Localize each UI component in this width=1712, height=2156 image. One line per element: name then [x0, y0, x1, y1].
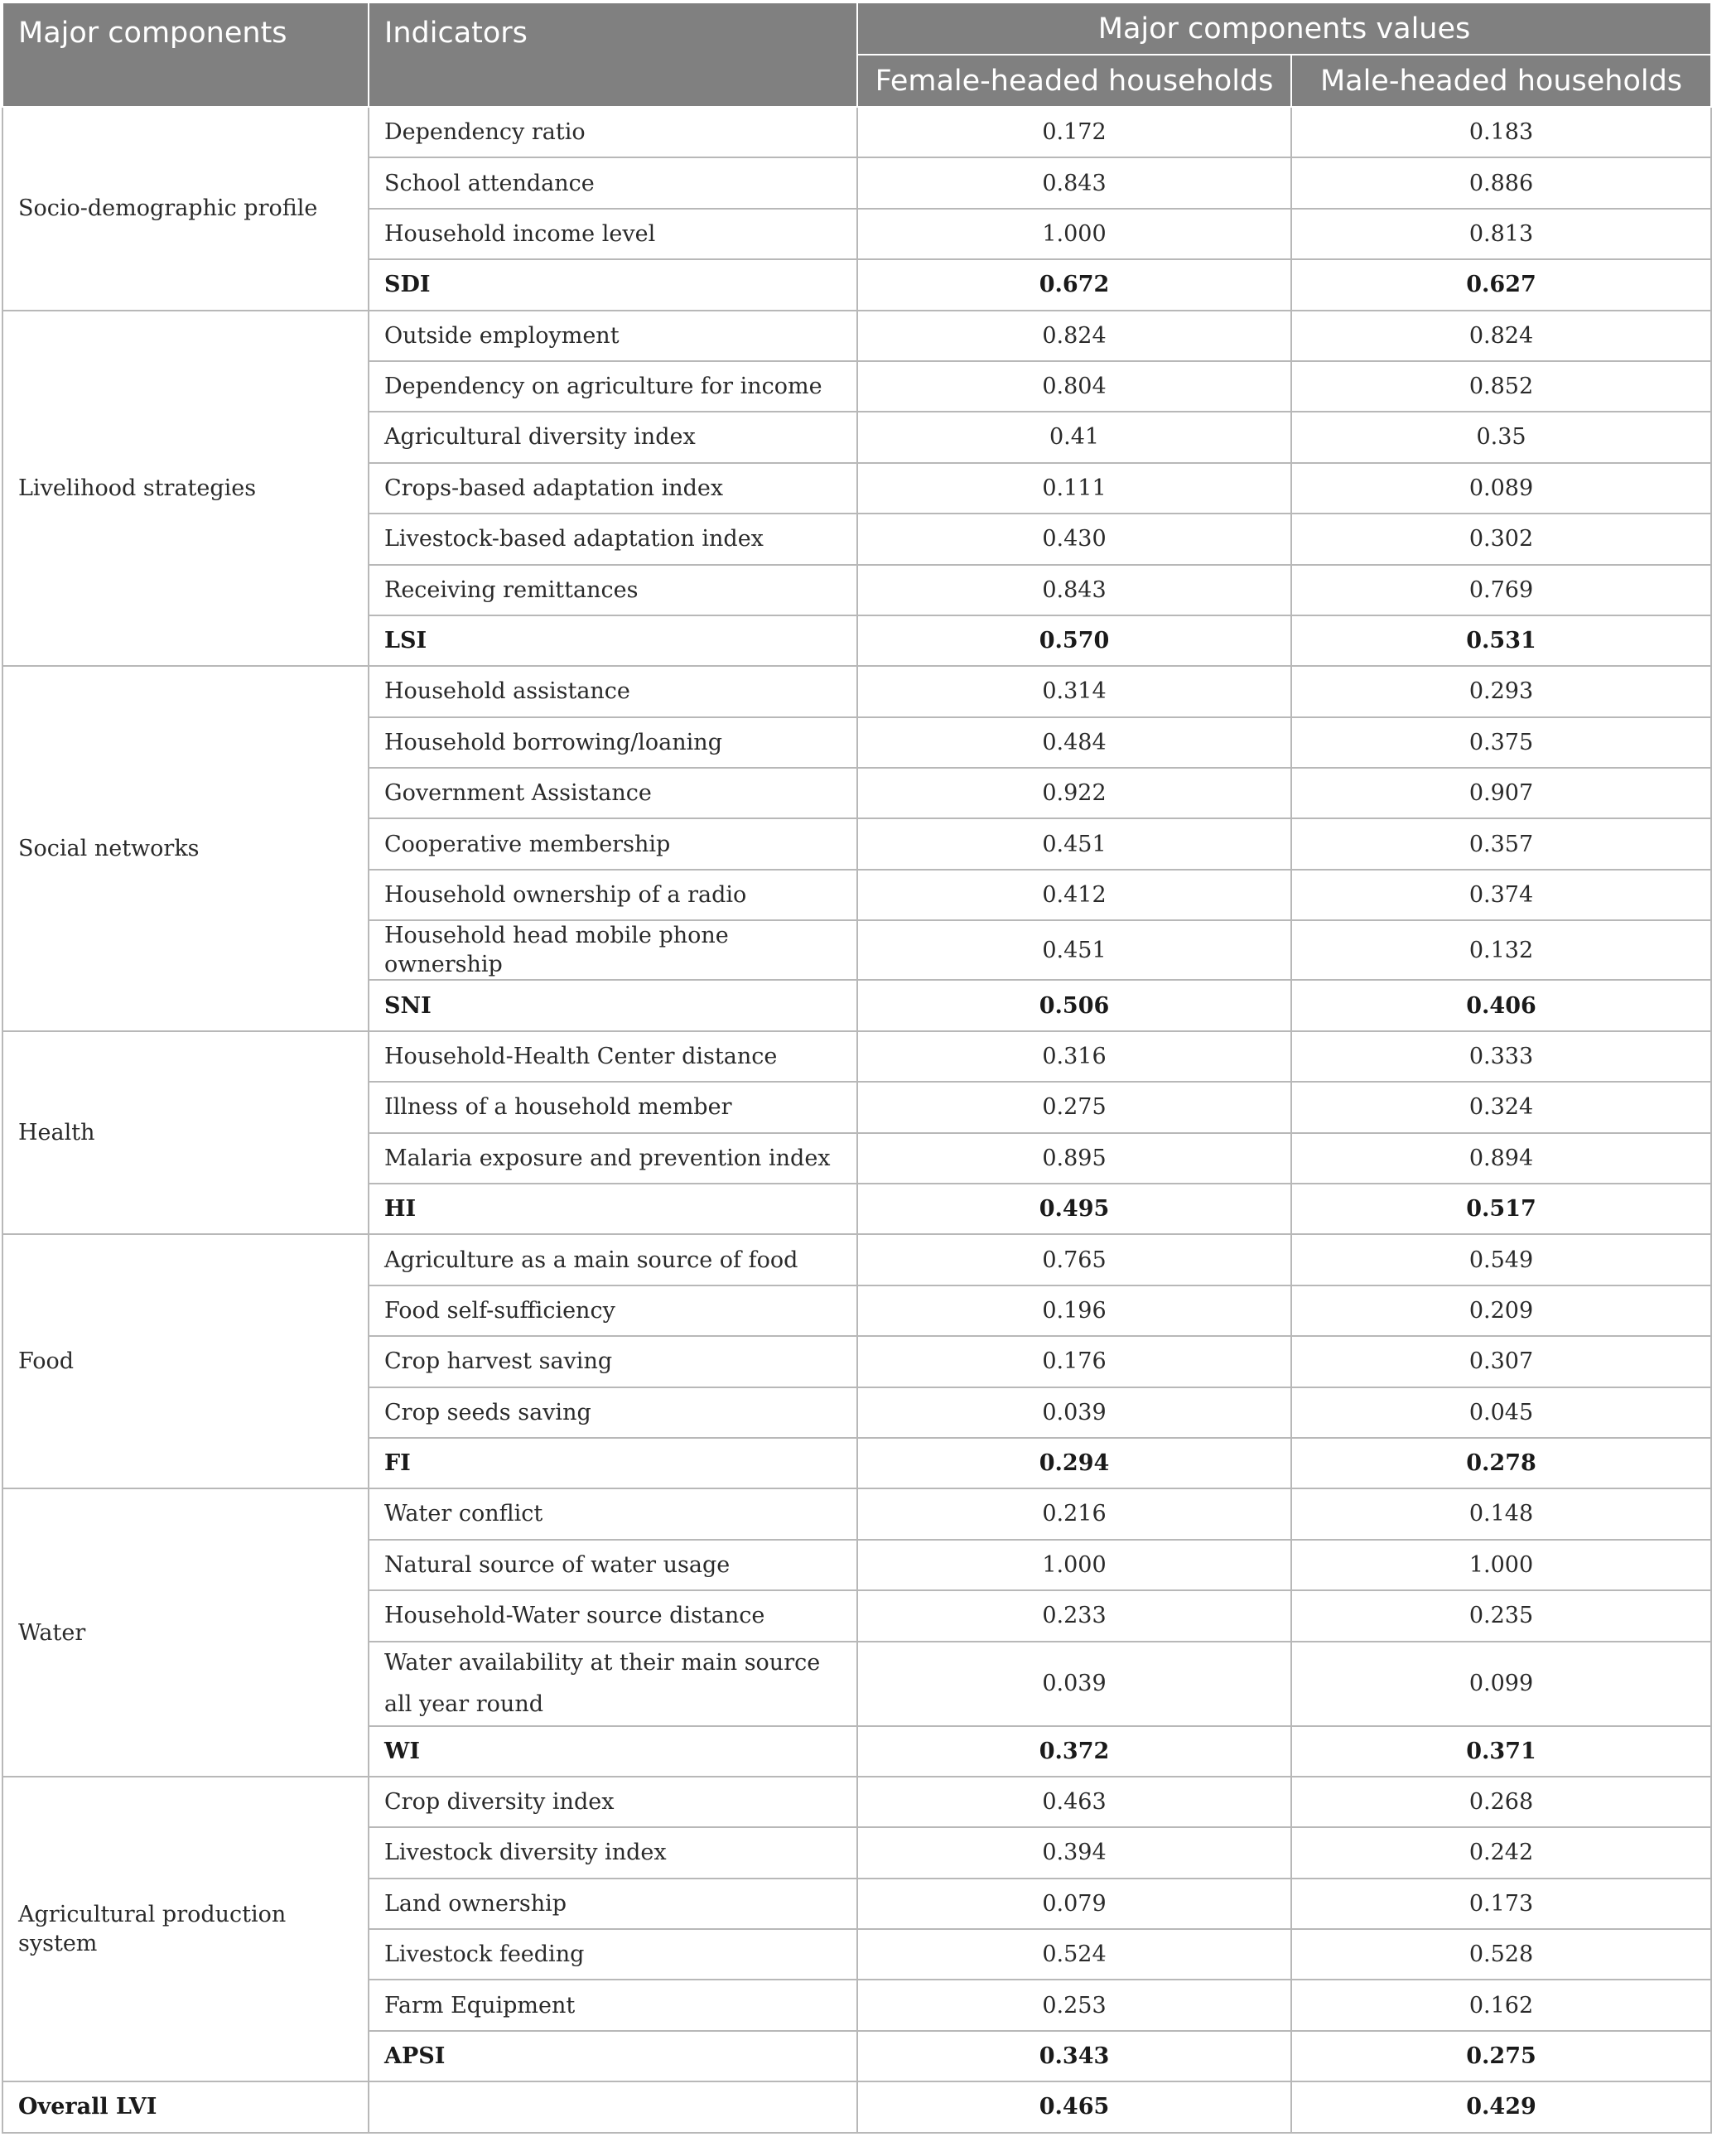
table-row [2, 107, 1711, 157]
male-value-cell: 0.769 [1291, 565, 1711, 615]
female-value-cell: 0.253 [857, 1980, 1291, 2030]
indicator-cell: Crop seeds saving [369, 1387, 857, 1438]
indicator-cell: Livestock-based adaptation index [369, 514, 857, 564]
female-value-cell: 0.895 [857, 1133, 1291, 1184]
header-male-headed: Male-headed households [1291, 55, 1711, 107]
male-value-cell: 0.371 [1291, 1726, 1711, 1777]
male-value-cell: 0.278 [1291, 1438, 1711, 1488]
indicator-cell: Agriculture as a main source of food [369, 1234, 857, 1285]
female-value-cell: 0.495 [857, 1184, 1291, 1234]
indicator-cell: Livestock diversity index [369, 1827, 857, 1878]
female-value-cell: 0.294 [857, 1438, 1291, 1488]
major-component-cell: Water [2, 1488, 369, 1777]
indicator-cell: Government Assistance [369, 768, 857, 818]
male-value-cell: 0.907 [1291, 768, 1711, 818]
indicator-cell: Land ownership [369, 1879, 857, 1929]
major-component-cell: Agricultural production system [2, 1777, 369, 2081]
indicator-cell: Dependency ratio [369, 107, 857, 157]
male-value-cell: 0.374 [1291, 870, 1711, 920]
indicator-cell: School attendance [369, 157, 857, 208]
female-value-cell: 0.41 [857, 412, 1291, 462]
male-value-cell: 0.162 [1291, 1980, 1711, 2030]
indicator-cell: Farm Equipment [369, 1980, 857, 2030]
male-value-cell: 0.627 [1291, 259, 1711, 310]
female-value-cell: 0.765 [857, 1234, 1291, 1285]
male-value-cell: 0.293 [1291, 666, 1711, 716]
male-value-cell: 0.886 [1291, 157, 1711, 208]
female-value-cell: 0.451 [857, 818, 1291, 869]
index-label-cell: LSI [369, 615, 857, 666]
male-value-cell: 0.813 [1291, 209, 1711, 259]
male-value-cell: 0.894 [1291, 1133, 1711, 1184]
female-value-cell: 0.463 [857, 1777, 1291, 1827]
male-value-cell: 0.824 [1291, 311, 1711, 361]
table-row [2, 311, 1711, 361]
indicator-cell: Household-Health Center distance [369, 1031, 857, 1082]
female-value-cell: 0.824 [857, 311, 1291, 361]
female-value-cell: 0.804 [857, 361, 1291, 412]
index-label-cell: WI [369, 1726, 857, 1777]
indicator-cell: Crop diversity index [369, 1777, 857, 1827]
male-value-cell: 0.132 [1291, 920, 1711, 980]
table-header [2, 2, 1711, 107]
male-value-cell: 0.324 [1291, 1082, 1711, 1132]
female-value-cell: 0.672 [857, 259, 1291, 310]
indicator-cell: Household borrowing/loaning [369, 717, 857, 768]
indicator-cell: Water availability at their main source all year round [369, 1642, 857, 1726]
female-value-cell: 0.233 [857, 1590, 1291, 1641]
indicator-cell: Water conflict [369, 1488, 857, 1539]
male-value-cell: 0.35 [1291, 412, 1711, 462]
female-value-cell: 0.372 [857, 1726, 1291, 1777]
table-row [2, 1777, 1711, 1827]
female-value-cell: 0.524 [857, 1929, 1291, 1980]
major-component-cell: Socio-demographic profile [2, 107, 369, 311]
table-row [2, 666, 1711, 716]
indicator-cell: Malaria exposure and prevention index [369, 1133, 857, 1184]
female-value-cell: 0.196 [857, 1285, 1291, 1336]
major-component-cell: Overall LVI [2, 2081, 369, 2132]
male-value-cell: 0.089 [1291, 463, 1711, 514]
major-component-cell: Livelihood strategies [2, 311, 369, 667]
indicator-cell: Household ownership of a radio [369, 870, 857, 920]
female-value-cell: 0.316 [857, 1031, 1291, 1082]
indicator-cell: Dependency on agriculture for income [369, 361, 857, 412]
male-value-cell: 0.148 [1291, 1488, 1711, 1539]
male-value-cell: 0.173 [1291, 1879, 1711, 1929]
index-label-cell: SNI [369, 980, 857, 1030]
female-value-cell: 0.079 [857, 1879, 1291, 1929]
lvi-table [2, 2, 1712, 2134]
indicator-cell: Receiving remittances [369, 565, 857, 615]
index-label-cell: APSI [369, 2031, 857, 2081]
male-value-cell: 0.528 [1291, 1929, 1711, 1980]
female-value-cell: 0.394 [857, 1827, 1291, 1878]
index-label-cell: HI [369, 1184, 857, 1234]
female-value-cell: 0.484 [857, 717, 1291, 768]
female-value-cell: 1.000 [857, 1540, 1291, 1590]
female-value-cell: 0.506 [857, 980, 1291, 1030]
indicator-cell: Food self-sufficiency [369, 1285, 857, 1336]
male-value-cell: 0.333 [1291, 1031, 1711, 1082]
female-value-cell: 0.451 [857, 920, 1291, 980]
indicator-cell: Illness of a household member [369, 1082, 857, 1132]
male-value-cell: 0.235 [1291, 1590, 1711, 1641]
female-value-cell: 0.412 [857, 870, 1291, 920]
male-value-cell: 0.302 [1291, 514, 1711, 564]
male-value-cell: 0.549 [1291, 1234, 1711, 1285]
female-value-cell: 0.275 [857, 1082, 1291, 1132]
female-value-cell: 0.465 [857, 2081, 1291, 2132]
male-value-cell: 0.275 [1291, 2031, 1711, 2081]
header-component-values: Major components values [857, 2, 1711, 55]
male-value-cell: 0.099 [1291, 1642, 1711, 1726]
indicator-cell: Crop harvest saving [369, 1336, 857, 1387]
index-label-cell: SDI [369, 259, 857, 310]
table-row [2, 1488, 1711, 1539]
table-row [2, 1234, 1711, 1285]
indicator-cell: Household-Water source distance [369, 1590, 857, 1641]
male-value-cell: 0.268 [1291, 1777, 1711, 1827]
indicator-cell: Outside employment [369, 311, 857, 361]
indicator-cell: Natural source of water usage [369, 1540, 857, 1590]
male-value-cell: 0.183 [1291, 107, 1711, 157]
female-value-cell: 0.922 [857, 768, 1291, 818]
male-value-cell: 1.000 [1291, 1540, 1711, 1590]
female-value-cell: 1.000 [857, 209, 1291, 259]
male-value-cell: 0.517 [1291, 1184, 1711, 1234]
female-value-cell: 0.570 [857, 615, 1291, 666]
male-value-cell: 0.045 [1291, 1387, 1711, 1438]
female-value-cell: 0.430 [857, 514, 1291, 564]
female-value-cell: 0.843 [857, 157, 1291, 208]
male-value-cell: 0.242 [1291, 1827, 1711, 1878]
male-value-cell: 0.852 [1291, 361, 1711, 412]
major-component-cell: Health [2, 1031, 369, 1235]
table-row [2, 2081, 1711, 2132]
indicator-cell: Crops-based adaptation index [369, 463, 857, 514]
male-value-cell: 0.531 [1291, 615, 1711, 666]
female-value-cell: 0.111 [857, 463, 1291, 514]
male-value-cell: 0.406 [1291, 980, 1711, 1030]
female-value-cell: 0.843 [857, 565, 1291, 615]
index-label-cell [369, 2081, 857, 2132]
female-value-cell: 0.314 [857, 666, 1291, 716]
female-value-cell: 0.343 [857, 2031, 1291, 2081]
female-value-cell: 0.039 [857, 1642, 1291, 1726]
female-value-cell: 0.176 [857, 1336, 1291, 1387]
header-major-components: Major components [2, 2, 369, 107]
male-value-cell: 0.209 [1291, 1285, 1711, 1336]
male-value-cell: 0.357 [1291, 818, 1711, 869]
table-body [2, 107, 1711, 2133]
table-row [2, 1031, 1711, 1082]
index-label-cell: FI [369, 1438, 857, 1488]
female-value-cell: 0.039 [857, 1387, 1291, 1438]
indicator-cell: Household assistance [369, 666, 857, 716]
major-component-cell: Food [2, 1234, 369, 1488]
indicator-cell: Cooperative membership [369, 818, 857, 869]
indicator-cell: Household income level [369, 209, 857, 259]
indicator-cell: Livestock feeding [369, 1929, 857, 1980]
male-value-cell: 0.307 [1291, 1336, 1711, 1387]
indicator-cell: Household head mobile phone ownership [369, 920, 857, 980]
header-indicators: Indicators [369, 2, 857, 107]
female-value-cell: 0.216 [857, 1488, 1291, 1539]
major-component-cell: Social networks [2, 666, 369, 1031]
male-value-cell: 0.429 [1291, 2081, 1711, 2132]
male-value-cell: 0.375 [1291, 717, 1711, 768]
header-female-headed: Female-headed households [857, 55, 1291, 107]
female-value-cell: 0.172 [857, 107, 1291, 157]
indicator-cell: Agricultural diversity index [369, 412, 857, 462]
